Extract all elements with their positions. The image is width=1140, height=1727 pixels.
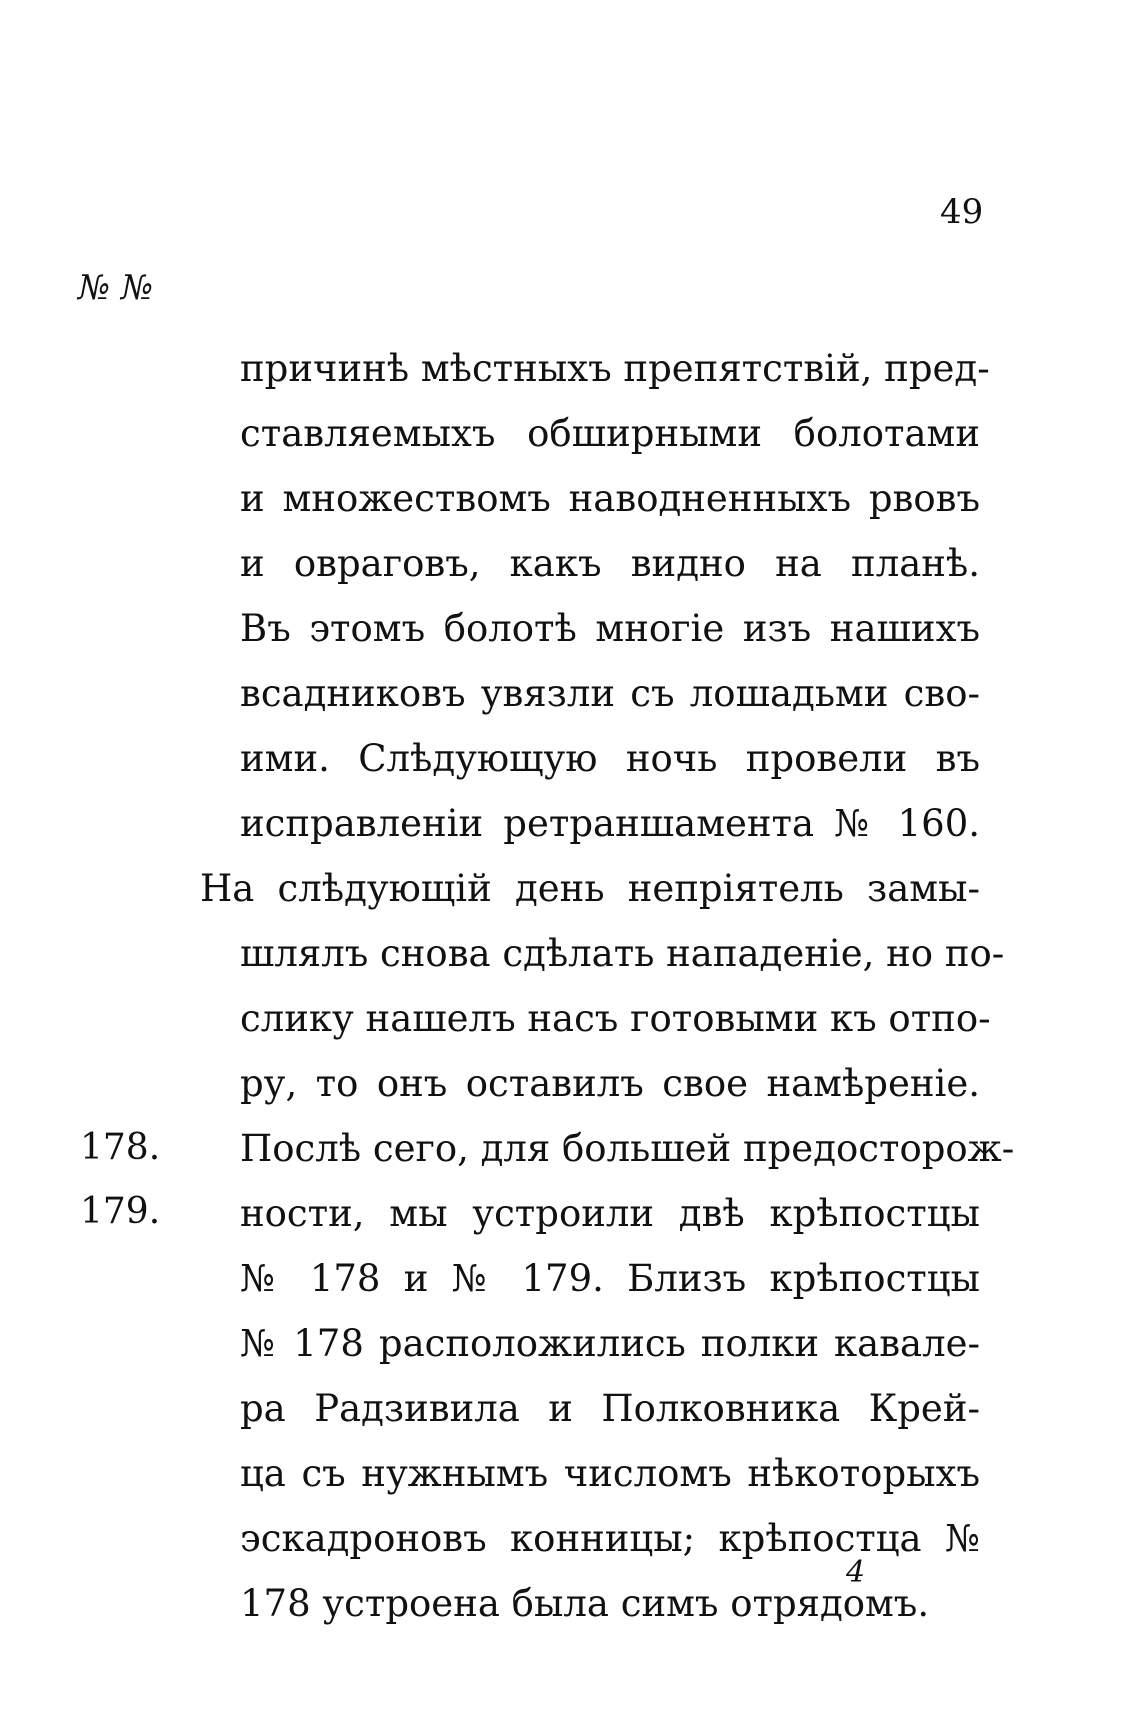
text-line: эскадроновъ конницы; крѣпостца № bbox=[240, 1517, 980, 1560]
signature-mark: 4 bbox=[846, 1555, 866, 1590]
text-line: № 178 расположились полки кавале- bbox=[240, 1322, 980, 1365]
text-line: шлялъ снова сдѣлать нападеніе, но по- bbox=[240, 932, 1005, 975]
body-text bbox=[200, 336, 1015, 1636]
text-line: всадниковъ увязли съ лошадьми сво- bbox=[240, 672, 980, 715]
text-line: ности, мы устроили двѣ крѣпостцы bbox=[240, 1192, 980, 1235]
text-line: слику нашелъ насъ готовыми къ отпо- bbox=[240, 997, 991, 1040]
text-line: ставляемыхъ обширными болотами bbox=[240, 412, 980, 455]
text-line: На слѣдующій день непріятель замы- bbox=[200, 867, 980, 910]
text-line: ра Радзивила и Полковника Крей- bbox=[240, 1387, 980, 1430]
page-number: 49 bbox=[940, 192, 984, 232]
text-line: исправленіи ретраншамента № 160. bbox=[240, 802, 980, 845]
text-line: Послѣ сего, для большей предосторож- bbox=[240, 1127, 1015, 1170]
text-line: и множествомъ наводненныхъ рвовъ bbox=[240, 477, 980, 520]
text-line: ими. Слѣдующую ночь провели въ bbox=[240, 737, 980, 780]
text-line: ру, то онъ оставилъ свое намѣреніе. bbox=[240, 1062, 980, 1105]
text-line: 178 устроена была симъ отрядомъ. bbox=[240, 1582, 930, 1625]
text-line: причинѣ мѣстныхъ препятствій, пред- bbox=[240, 347, 990, 390]
margin-note: 179. bbox=[80, 1191, 161, 1232]
text-line: Въ этомъ болотѣ многіе изъ нашихъ bbox=[240, 607, 980, 650]
text-line: № 178 и № 179. Близъ крѣпостцы bbox=[240, 1257, 980, 1300]
text-line: ца съ нужнымъ числомъ нѣкоторыхъ bbox=[240, 1452, 980, 1495]
margin-header: № № bbox=[78, 268, 154, 308]
margin-note: 178. bbox=[80, 1127, 161, 1168]
text-line: и овраговъ, какъ видно на планѣ. bbox=[240, 542, 980, 585]
